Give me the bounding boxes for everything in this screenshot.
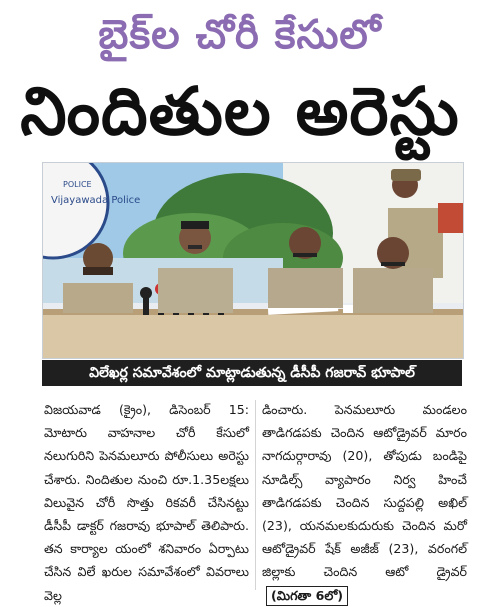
photo-badge-text: POLICE bbox=[63, 180, 92, 189]
photo-caption: విలేఖర్ల సమావేశంలో మాట్లాడుతున్న డీసీపీ గజరావ్ భూపాల్ bbox=[42, 360, 462, 386]
article-body-right bbox=[262, 398, 467, 607]
photo-sign-text: Vijayawada Police bbox=[51, 195, 141, 206]
column-divider bbox=[255, 400, 256, 590]
article-body-right-text: డించారు. పెనమలూరు మండలం తాడిగడపకు చెందిన ఆటోడ్రైవర్ మారం నాగదుర్గారావు (20), తోపుడు బండిపై నూడిల్స్ వ్యాపారం నిర్వ హించే తాడిగడపకు చెందిన సుద్దపల్లి అఖిల్ (23), యనమలకుదురుకు చెందిన మరో ఆటోడ్రైవర్ షేక్ అజీజ్ (23), వరంగల్ జిల్లాకు చెందిన ఆటో డ్రైవర్ bbox=[262, 402, 467, 580]
article-headline: నిందితుల అరెస్టు bbox=[20, 73, 460, 150]
continued-on-page-label: (మిగతా 6లో) bbox=[266, 586, 348, 606]
article-kicker: బైక్‌ల చోరీ కేసులో bbox=[98, 12, 382, 58]
press-meet-photo bbox=[42, 162, 464, 359]
article-body-left: విజయవాడ (క్రైం), డిసెంబర్ 15: మోటారు వాహనాల చోరీ కేసులో నలుగురిని పెనమలూరు పోలీసులు అరెస్టు చేశారు. నిందితుల నుంచి రూ.1.35లక్షలు విలువైన చోరీ సొత్తు రికవరీ చేసినట్టు డీసీపీ డాక్టర్ గజరావు భూపాల్ తెలిపారు. తన కార్యాల యంలో శనివారం ఏర్పాటు చేసిన విలే ఖరుల సమావేశంలో వివరాలు వెల్ల bbox=[44, 402, 249, 603]
